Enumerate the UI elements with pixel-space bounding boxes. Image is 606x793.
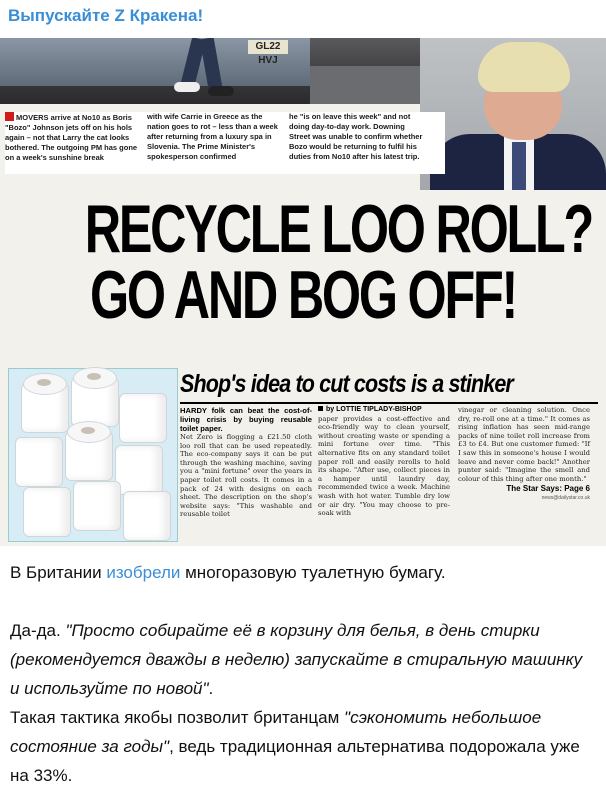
post-text bbox=[10, 558, 596, 790]
byline: by LOTTIE TIPLADY-BISHOP bbox=[318, 406, 450, 415]
intro-column: MOVERS arrive at No10 as Boris "Bozo" Johnson jets off on his hols again – not that Larry the cat looks bothered. The outgoing PM has gone on a week's sunshine break bbox=[5, 113, 138, 162]
politician-photo bbox=[420, 38, 606, 190]
invented-link[interactable]: изобрели bbox=[106, 563, 181, 582]
article-lead: HARDY folk can beat the cost-of-living crisis by buying reusable toilet paper. bbox=[180, 406, 312, 433]
channel-name-link[interactable]: Выпускайте Z Кракена! bbox=[8, 6, 204, 25]
intro-text bbox=[5, 112, 445, 174]
post-header bbox=[0, 0, 606, 38]
subheadline: Shop's idea to cut costs is a stinker bbox=[180, 370, 513, 398]
square-bullet-icon bbox=[318, 406, 323, 411]
paragraph-2: Да-да. "Просто собирайте её в корзину для белья, в день стирки (рекомендуется дважды в неделю) запускайте в стиральную машинку и используйте по новой". bbox=[10, 621, 583, 698]
newspaper-clipping-image[interactable] bbox=[0, 38, 606, 546]
article-body: paper provides a cost-effective and eco-friendly way to clean yourself, without creating waste or spending a mini fortune over time. "This alternative fits on any standard toilet paper roll and easily rerolls to hold its shape. "After use, collect pieces in a hamper until laundry day, recommended twice a week. Machine wash with hot water. Tumble dry low or air dry. "You may choose to pre-soak with bbox=[318, 414, 450, 518]
van-plate: GL22 HVJ bbox=[248, 40, 288, 54]
headline-line-1: RECYCLE LOO ROLL? bbox=[84, 191, 593, 267]
newsroom-email: news@dailystar.co.uk bbox=[541, 494, 590, 501]
paragraph-1: В Британии изобрели многоразовую туалетную бумагу. bbox=[10, 563, 446, 582]
headline-line-2: GO AND BOG OFF! bbox=[89, 257, 517, 333]
intro-column: with wife Carrie in Greece as the nation goes to rot – less than a week after returning from a luxury spa in Slovenia. The Prime Minister's spokesperson confirmed bbox=[147, 112, 278, 161]
article-column bbox=[458, 406, 590, 503]
divider bbox=[180, 402, 598, 404]
quote: "Просто собирайте её в корзину для белья, в день стирки (рекомендуется дважды в неделю) запускайте в стиральную машинку и используйте по новой" bbox=[10, 621, 583, 698]
walking-person bbox=[170, 38, 240, 98]
paragraph-3: Такая тактика якобы позволит британцам "сэкономить небольшое состояние за годы", ведь традиционная альтернатива подорожала уже на 33%. bbox=[10, 708, 580, 785]
article-column bbox=[318, 406, 450, 518]
toilet-rolls-photo bbox=[8, 368, 178, 542]
article-body: Net Zero is flogging a £21.50 cloth loo roll that can be used repeatedly. The eco-company says it can be put through the washing machine, saving you a "mini fortune" over the years in paper toilet roll costs. It comes in a pack of 24 with designs on each sheet. The description on the shop's website says: "This washable and reusable toilet bbox=[180, 433, 312, 519]
page-reference: The Star Says: Page 6 bbox=[506, 484, 590, 494]
red-bullet-icon bbox=[5, 112, 14, 121]
intro-column: he "is on leave this week" and not doing day-to-day work. Downing Street was unable to confirm whether Bozo would be returning to fulfil his duties from No10 after his latest trip. bbox=[289, 112, 423, 161]
article-body: vinegar or cleaning solution. Once dry, re-roll one at a time." It comes as rising inflation has seen mid-range packs of nine toilet roll increase from £3 to £4. But one customer fumed: "If I saw this in someone's house I would leave and never come back!" Another punter said: "Imagine the smell and colour of this thing after one month." bbox=[458, 406, 590, 483]
headline bbox=[84, 191, 593, 333]
article-column bbox=[180, 406, 312, 519]
quote: "сэкономить небольшое состояние за годы" bbox=[10, 708, 542, 756]
